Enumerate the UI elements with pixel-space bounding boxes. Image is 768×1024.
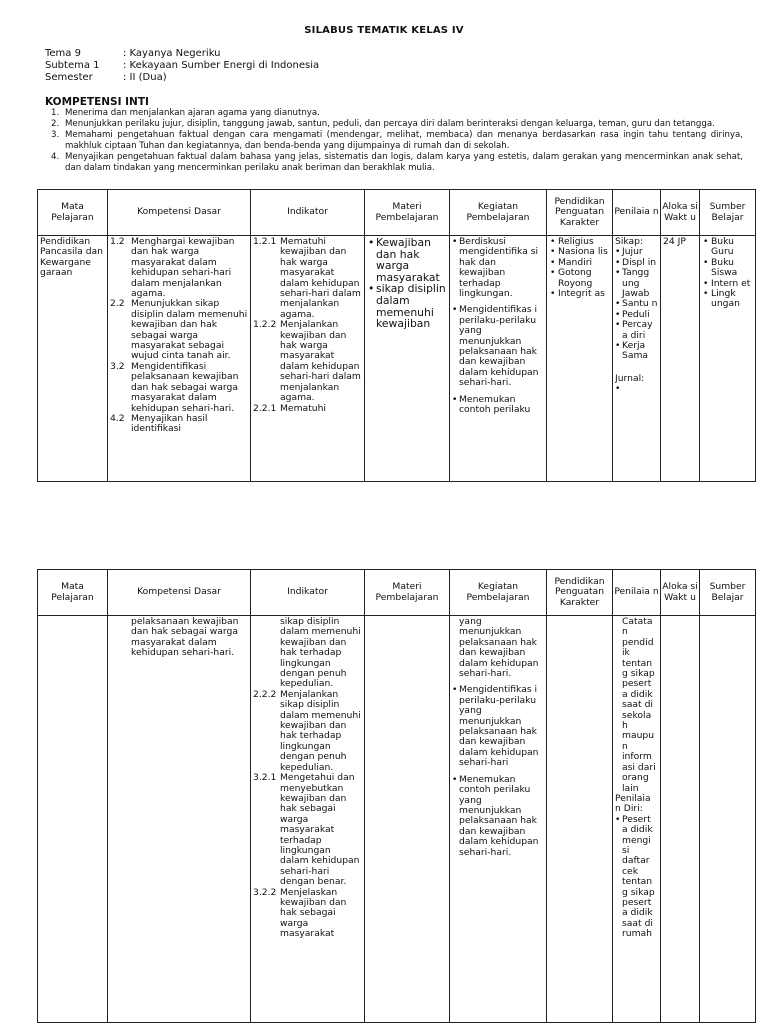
syllabus-table-1 [37,189,756,482]
cell-penilaian [613,236,661,482]
kegiatan-item [452,237,544,299]
header-indikator: Indikator [251,190,365,236]
kd-item [110,362,248,414]
cell-materi [365,236,450,482]
karakter-item: • Gotong Royong [549,268,610,289]
item-text: Menyajikan pengetahuan faktual dalam bahasa yang jelas, sistematis dan logis, dalam karya yang estetis, dalam gerakan yang mencerminkan anak sehat, dan dalam tindakan yang mencerminkan perilaku anak beriman dan berakhlak mulia. [65,152,743,173]
meta-value: : II (Dua) [123,72,167,83]
penilaian-item: • Kerja Sama [615,341,658,362]
item-number: 4. [51,152,60,162]
indikator-item [253,320,362,403]
bullet-icon: • [452,393,458,405]
meta-key: Semester [45,72,93,83]
cell-kegiatan [450,236,547,482]
cell-kegiatan [450,616,547,1023]
kd-text: Menghargai kewajiban dan hak warga masyarakat dalam kehidupan sehari-hari dalam menjalankan agama. [131,237,235,300]
header-alokasi-waktu: Aloka si Wakt u [661,570,700,616]
karakter-item: • Integrit as [549,289,610,299]
bullet-icon: • [452,237,458,247]
kd-item [110,299,248,361]
indikator-number: 3.2.2 [253,886,277,898]
bullet-icon: • [615,383,621,395]
cell-materi [365,616,450,1023]
kd-item [110,237,248,299]
cell-mata-pelajaran [38,616,108,1023]
meta-key: Subtema 1 [45,60,100,71]
meta-key: Tema 9 [45,48,81,59]
meta-row-semester [45,72,319,84]
kompetensi-inti-item [51,108,743,119]
meta-value: : Kekayaan Sumber Energi di Indonesia [123,60,320,71]
header-penguatan-karakter: Pendidikan Penguatan Karakter [547,190,613,236]
table-row [38,616,756,1023]
page-title: SILABUS TEMATIK KELAS IV [304,25,464,36]
penilaian-heading: Sikap: [615,237,644,247]
kegiatan-text: Menemukan contoh perilaku [459,393,531,416]
cell-mata-pelajaran [38,236,108,482]
indikator-number: 1.2.1 [253,237,277,247]
indikator-continued-text: sikap disiplin dalam memenuhi kewajiban dan hak terhadap lingkungan dengan penuh kepedulian. [280,617,361,690]
header-sumber-belajar: Sumber Belajar [700,190,756,236]
sumber-list [702,237,753,310]
item-text: Memahami pengetahuan faktual dengan cara mengamati (mendengar, melihat, membaca) dan menanya berdasarkan rasa ingin tahu tentang dirinya, makhluk ciptaan Tuhan dan kegiatannya, dan benda-benda yang dijumpainya di rumah dan di sekolah. [65,130,743,151]
table-row [38,236,756,482]
cell-sumber-belajar [700,236,756,482]
cell-kompetensi-dasar [108,616,251,1023]
kompetensi-inti-item [51,130,743,152]
alokasi-text: 24 JP [663,237,686,247]
cell-penguatan-karakter [547,236,613,482]
karakter-item: • Mandiri [549,258,610,268]
sumber-item: • Lingk ungan [702,289,753,310]
sumber-item: • Intern et [702,279,753,289]
penilaian-continued-text: Catata n pendid ik tentan g sikap pesert a didik saat di sekola h maupu n inform asi dari orang lain [622,617,656,794]
item-text: Menerima dan menjalankan ajaran agama yang dianutnya. [65,108,320,118]
indikator-number: 2.2.2 [253,688,277,700]
item-number: 3. [51,130,60,140]
meta-row-subtema [45,60,319,72]
cell-indikator [251,616,365,1023]
header-materi: Materi Pembelajaran [365,570,450,616]
indikator-text: Mematuhi kewajiban dan hak warga masyarakat dalam kehidupan sehari-hari dalam menjalankan agama. [280,237,361,320]
syllabus-table-2 [37,569,756,1023]
kd-text: Menyajikan hasil identifikasi [131,412,208,435]
header-penguatan-karakter: Pendidikan Penguatan Karakter [547,570,613,616]
materi-item: • sikap disiplin dalam memenuhi kewajiban [367,283,447,329]
kompetensi-inti-heading: KOMPETENSI INTI [45,96,149,108]
cell-kompetensi-dasar [108,236,251,482]
header-kompetensi-dasar: Kompetensi Dasar [108,190,251,236]
kd-text: Menunjukkan sikap disiplin dalam memenuhi kewajiban dan hak sebagai warga masyarakat sebagai wujud cinta tanah air. [131,298,248,362]
item-number: 1. [51,108,60,118]
indikator-item [253,888,362,940]
cell-penilaian [613,616,661,1023]
karakter-item: • Religius [549,237,610,247]
indikator-number: 1.2.2 [253,319,277,331]
kegiatan-text: Menemukan contoh perilaku yang menunjukkan pelaksanaan hak dan kewajiban dalam kehidupan sehari-hari. [459,773,539,858]
kd-item [110,414,248,435]
kegiatan-item [452,395,544,416]
cell-indikator [251,236,365,482]
indikator-text: Menjalankan sikap disiplin dalam memenuhi kewajiban dan hak terhadap lingkungan dengan penuh kepedulian. [280,688,361,773]
bullet-icon: • [452,684,458,696]
penilaian-item: • Peduli [615,310,658,320]
karakter-item: • Nasiona lis [549,247,610,257]
kd-number: 1.2 [110,237,125,247]
header-penilaian: Penilaia n [613,190,661,236]
header-sumber-belajar: Sumber Belajar [700,570,756,616]
indikator-number: 3.2.1 [253,772,277,784]
penilaian-item: • Pesert a didik mengi si daftar cek tentan g sikap pesert a didik saat di rumah [615,815,658,940]
cell-alokasi-waktu [661,236,700,482]
materi-list [367,237,447,330]
header-penilaian: Penilaia n [613,570,661,616]
indikator-text: Menjelaskan kewajiban dan hak sebagai warga masyarakat [280,886,347,940]
sumber-item: • Buku Guru [702,237,753,258]
penilaian-heading: Penilaia n Diri: [615,792,651,815]
header-kompetensi-dasar: Kompetensi Dasar [108,570,251,616]
indikator-item [253,690,362,773]
header-indikator: Indikator [251,570,365,616]
bullet-icon: • [452,304,458,316]
penilaian-item: • Displ in [615,258,658,268]
item-text: Menunjukkan perilaku jujur, disiplin, tanggung jawab, santun, peduli, dan percaya diri dalam berinteraksi dengan keluarga, teman, guru dan tetangga. [65,119,715,129]
header-mata-pelajaran: Mata Pelajaran [38,190,108,236]
bullet-icon: • [452,773,458,785]
penilaian-item: • Percay a diri [615,320,658,341]
kompetensi-inti-item [51,119,743,130]
kd-number: 2.2 [110,298,125,310]
indikator-text: Mengetahui dan menyebutkan kewajiban dan hak sebagai warga masyarakat terhadap lingkungan dalam kehidupan sehari-hari dengan benar. [280,772,360,888]
kd-number: 3.2 [110,360,125,372]
table-header-row [38,570,756,616]
kegiatan-text: Mengidentifikas i perilaku-perilaku yang menunjukkan pelaksanaan hak dan kewajiban dalam kehidupan sehari-hari [459,684,539,769]
indikator-item [253,773,362,887]
kegiatan-item [452,775,544,858]
penilaian-list [615,815,658,940]
kd-continued-text: pelaksanaan kewajiban dan hak sebagai warga masyarakat dalam kehidupan sehari-hari. [131,617,239,659]
materi-item: • Kewajiban dan hak warga masyarakat [367,237,447,283]
kompetensi-inti-list [51,108,743,174]
meta-row-tema [45,48,319,60]
kegiatan-text: Berdiskusi mengidentifika si hak dan kewajiban terhadap lingkungan. [459,237,539,300]
table-header-row [38,190,756,236]
indikator-text: Menjalankan kewajiban dan hak warga masyarakat dalam kehidupan sehari-hari dalam menjalankan agama. [280,319,361,404]
kompetensi-inti-item [51,152,743,174]
indikator-item [253,237,362,320]
header-mata-pelajaran: Mata Pelajaran [38,570,108,616]
cell-sumber-belajar [700,616,756,1023]
kegiatan-continued-text: yang menunjukkan pelaksanaan hak dan kewajiban dalam kehidupan sehari-hari. [459,617,539,680]
penilaian-list [615,247,658,361]
header-kegiatan: Kegiatan Pembelajaran [450,190,547,236]
header-kegiatan: Kegiatan Pembelajaran [450,570,547,616]
kegiatan-item [452,685,544,768]
penilaian-item: • Jujur [615,247,658,257]
cell-alokasi-waktu [661,616,700,1023]
karakter-list [549,237,610,299]
meta-value: : Kayanya Negeriku [123,48,221,59]
kegiatan-text: Mengidentifikas i perilaku-perilaku yang menunjukkan pelaksanaan hak dan kewajiban dalam kehidupan sehari-hari. [459,304,539,389]
item-number: 2. [51,119,60,129]
kd-number: 4.2 [110,412,125,424]
indikator-number: 2.2.1 [253,402,277,414]
indikator-item [253,404,362,414]
kd-text: Mengidentifikasi pelaksanaan kewajiban dan hak sebagai warga masyarakat dalam kehidupan sehari-hari. [131,360,239,414]
penilaian-jurnal-heading: Jurnal: [615,372,645,384]
header-materi: Materi Pembelajaran [365,190,450,236]
subject-text: Pendidikan Pancasila dan Kewargane garaan [40,237,103,279]
syllabus-meta [45,48,319,84]
sumber-item: • Buku Siswa [702,258,753,279]
cell-penguatan-karakter [547,616,613,1023]
header-alokasi-waktu: Aloka si Wakt u [661,190,700,236]
kegiatan-item [452,305,544,388]
penilaian-item: • Tangg ung Jawab [615,268,658,299]
penilaian-item: • Santu n [615,299,658,309]
indikator-text: Mematuhi [280,402,326,414]
